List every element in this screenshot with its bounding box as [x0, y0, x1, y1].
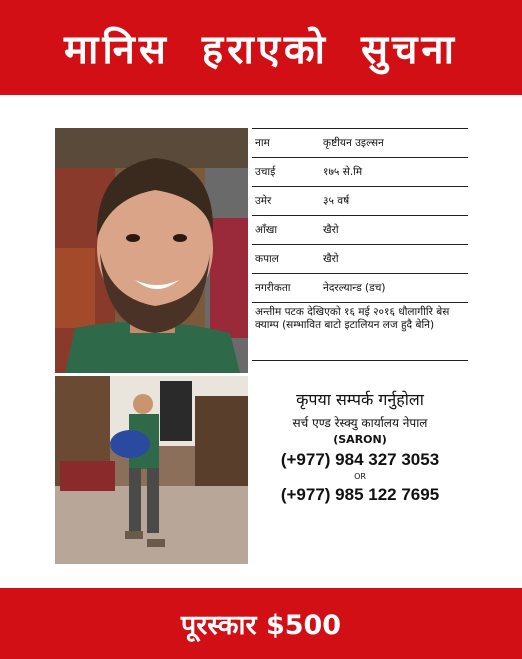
nationality-row [252, 274, 468, 303]
name-row [252, 129, 468, 158]
header-banner [0, 0, 522, 95]
name-value: कृष्टीयन उइल्सन [323, 136, 384, 149]
hair-value: खैरो [323, 252, 339, 265]
last-seen-row [252, 303, 468, 361]
height-row [252, 158, 468, 187]
or-label: OR [354, 472, 366, 481]
height-label: उचाई [255, 165, 276, 178]
details-table [252, 128, 468, 361]
contact-heading: कृपया सम्पर्क गर्नुहोला [296, 390, 424, 409]
hair-row [252, 245, 468, 274]
name-label: नाम [255, 136, 270, 149]
eyes-label: आँखा [255, 223, 278, 236]
age-value: ३५ वर्ष [323, 194, 350, 207]
hair-label: कपाल [255, 252, 279, 265]
age-row [252, 187, 468, 216]
footer-banner [0, 588, 522, 659]
height-value: १७५ से.मि [323, 165, 363, 178]
eyes-row [252, 216, 468, 245]
last-seen-text: अन्तीम पटक देखिएको १६ मई २०१६ धौलागीरि बेस क्याम्प (सम्भावित बाटो इटालियन लज हुदै बेनि) [255, 306, 450, 331]
page-title: मानिस हराएको सुचना [64, 27, 458, 73]
backpack-photo [55, 376, 248, 564]
reward-text: पूरस्कार $500 [180, 610, 342, 641]
org-short: (SARON) [333, 433, 387, 446]
portrait-photo [55, 128, 248, 373]
eyes-value: खैरो [323, 223, 339, 236]
age-label: उमेर [255, 194, 272, 207]
nationality-label: नगरीकता [255, 281, 291, 294]
nationality-value: नेदरल्यान्ड (डच) [323, 281, 386, 294]
contact-section [252, 388, 468, 505]
org-name: सर्च एण्ड रेस्क्यु कार्यालय नेपाल [292, 416, 428, 430]
phone-2[interactable]: (+977) 985 122 7695 [280, 485, 440, 504]
phone-1[interactable]: (+977) 984 327 3053 [280, 450, 440, 469]
